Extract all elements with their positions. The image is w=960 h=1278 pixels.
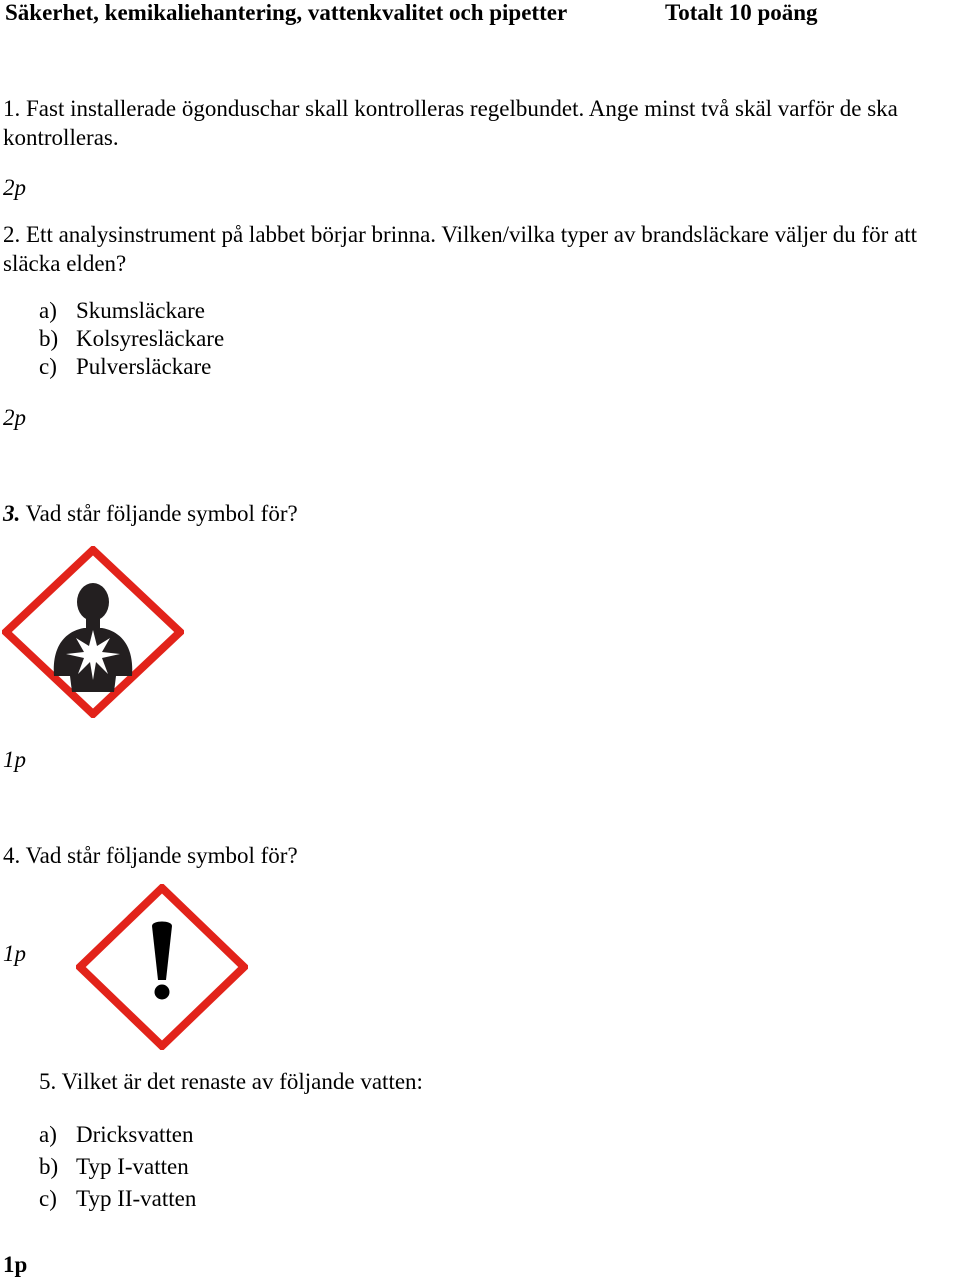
question-3-label: Vad står följande symbol för? — [25, 501, 298, 526]
question-5-option-a — [39, 1123, 194, 1146]
question-1-points: 2p — [3, 175, 26, 200]
option-label: Typ I-vatten — [76, 1154, 189, 1179]
question-1-text: 1. Fast installerade ögonduschar skall kontrolleras regelbundet. Ange minst två skäl varför de ska kontrolleras. — [3, 96, 898, 150]
option-label: Dricksvatten — [76, 1122, 194, 1147]
question-3-points: 1p — [3, 747, 26, 772]
health-hazard-pictogram — [2, 546, 184, 718]
question-5-text: 5. Vilket är det renaste av följande vatten: — [39, 1069, 423, 1094]
option-letter: c) — [39, 354, 57, 379]
question-5-option-b — [39, 1155, 189, 1178]
question-4-points: 1p — [3, 941, 26, 966]
question-3-text — [3, 502, 298, 525]
option-letter: c) — [39, 1186, 57, 1211]
total-points: Totalt 10 poäng — [665, 0, 818, 25]
option-letter: b) — [39, 1154, 59, 1179]
question-4-text: 4. Vad står följande symbol för? — [3, 843, 298, 868]
option-label: Pulversläckare — [76, 354, 212, 379]
option-label: Kolsyresläckare — [76, 326, 225, 351]
question-3-number: 3. — [3, 501, 21, 526]
question-2-option-b — [39, 327, 224, 350]
option-letter: a) — [39, 1122, 57, 1147]
option-label: Typ II-vatten — [76, 1186, 197, 1211]
option-letter: b) — [39, 326, 59, 351]
question-2-text: 2. Ett analysinstrument på labbet börjar brinna. Vilken/vilka typer av brandsläckare väljer du för att släcka elden? — [3, 222, 918, 276]
question-5-points: 1p — [3, 1252, 28, 1277]
question-2-points: 2p — [3, 405, 26, 430]
option-label: Skumsläckare — [76, 298, 206, 323]
exclamation-mark-pictogram — [76, 884, 248, 1050]
question-2-option-a — [39, 299, 205, 322]
question-2-option-c — [39, 355, 211, 378]
question-5-option-c — [39, 1187, 196, 1210]
page-title: Säkerhet, kemikaliehantering, vattenkvalitet och pipetter — [5, 0, 568, 25]
option-letter: a) — [39, 298, 57, 323]
